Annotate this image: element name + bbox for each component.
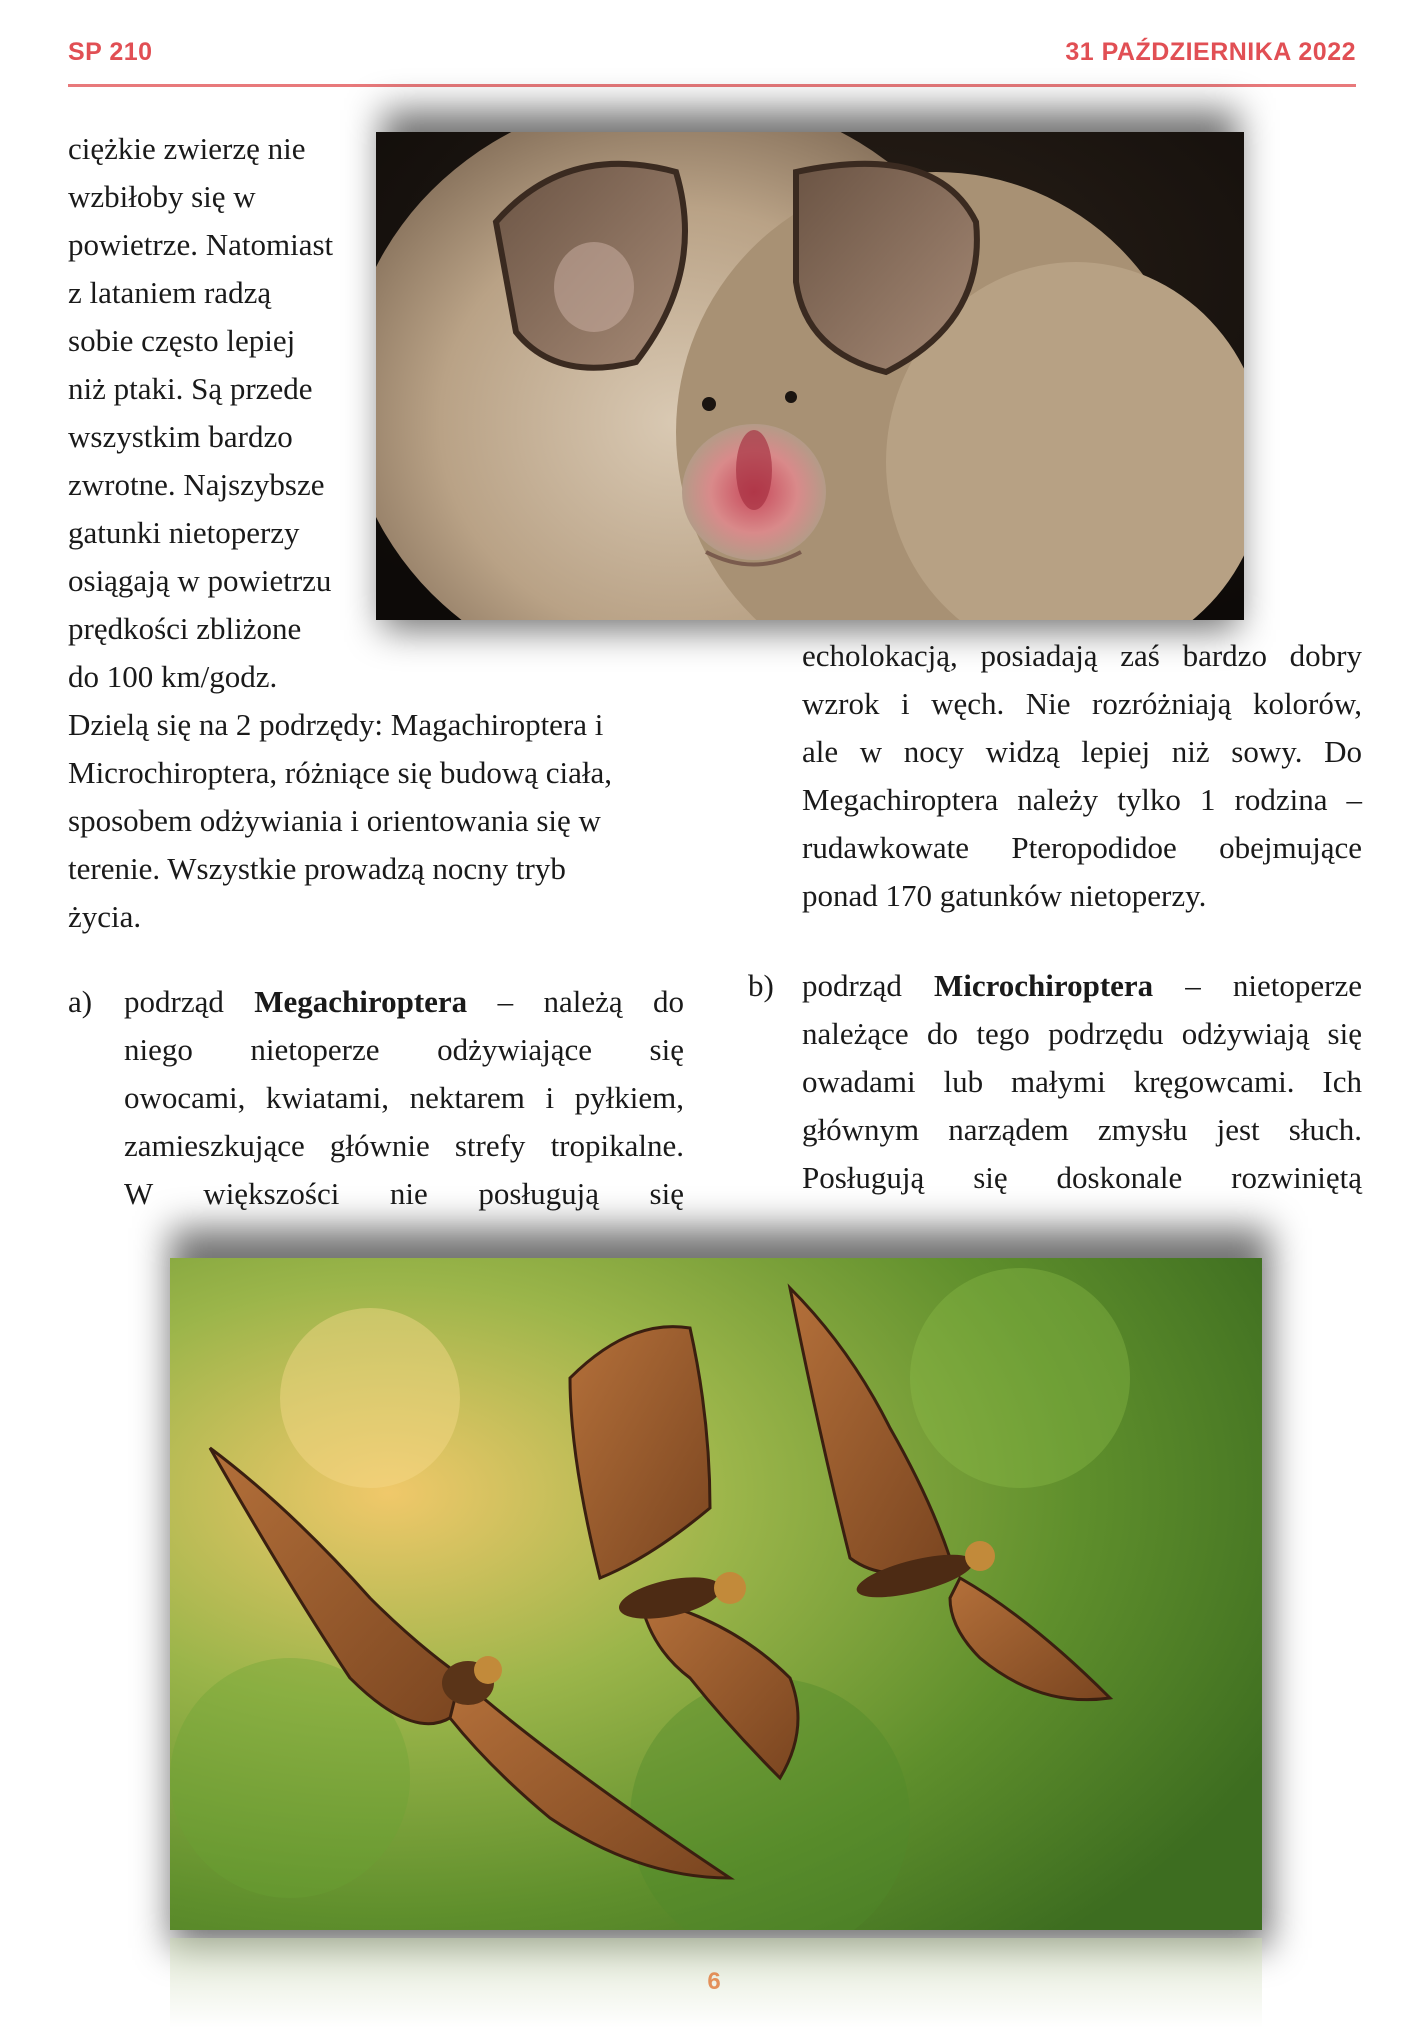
intro-paragraph: [68, 125, 688, 941]
page-header: [68, 38, 1356, 87]
text-line: ale w nocy widzą lepiej niż sowy. Do: [802, 734, 1362, 769]
text-line: wzrok i węch. Nie rozróżniają kolorów,: [802, 686, 1362, 721]
flying-bats-illustration: [170, 1258, 1262, 1930]
text-line: głównym narządem zmysłu jest słuch.: [802, 1112, 1362, 1147]
text-line: Microchiroptera, różniące się budową ciała,: [68, 755, 612, 790]
text-line: wzbiłoby się w: [68, 179, 256, 214]
text-line: gatunki nietoperzy: [68, 515, 300, 550]
text-line: owadami lub małymi kręgowcami. Ich: [802, 1064, 1362, 1099]
header-issue: SP 210: [68, 38, 153, 66]
text-line: rudawkowate Pteropodidoe obejmujące: [802, 830, 1362, 865]
text-line: z lataniem radzą: [68, 275, 272, 310]
text-line: ciężkie zwierzę nie: [68, 131, 306, 166]
right-column-paragraph: [802, 632, 1362, 920]
text-line: echolokacją, posiadają zaś bardzo dobry: [802, 638, 1362, 673]
text-line: owocami, kwiatami, nektarem i pyłkiem,: [124, 1080, 684, 1115]
flying-bats-photo: [170, 1258, 1262, 1930]
text-line: niż ptaki. Są przede: [68, 371, 313, 406]
page-number: 6: [707, 1968, 721, 1995]
text-line: Megachiroptera należy tylko 1 rodzina –: [802, 782, 1362, 817]
text-line: do 100 km/godz.: [68, 659, 278, 694]
text-line: wszystkim bardzo: [68, 419, 293, 454]
text-line: życia.: [68, 899, 142, 934]
text-line: podrząd Megachiroptera – należą do: [124, 984, 685, 1019]
text-line: zwrotne. Najszybsze: [68, 467, 325, 502]
text-line: powietrze. Natomiast: [68, 227, 334, 262]
text-line: należące do tego podrzędu odżywiają się: [802, 1016, 1362, 1051]
term-microchiroptera: Microchiroptera: [933, 968, 1154, 1003]
text-line: ponad 170 gatunków nietoperzy.: [802, 878, 1207, 913]
text-line: osiągają w powietrzu: [68, 563, 332, 598]
list-marker: a): [68, 984, 93, 1019]
text-line: sobie często lepiej: [68, 323, 296, 358]
text-line: W większości nie posługują się: [124, 1176, 684, 1211]
flying-bats-figure: [150, 1208, 1290, 2028]
text-line: Posługują się doskonale rozwiniętą: [802, 1160, 1362, 1195]
header-date: 31 PAŹDZIERNIKA 2022: [1065, 38, 1356, 66]
text-line: Dzielą się na 2 podrzędy: Magachiroptera i: [68, 707, 604, 742]
text-line: prędkości zbliżone: [68, 611, 302, 646]
text-line: niego nietoperze odżywiające się: [124, 1032, 684, 1067]
text-line: terenie. Wszystkie prowadzą nocny tryb: [68, 851, 566, 886]
term-megachiroptera: Megachiroptera: [254, 984, 468, 1019]
text-line: zamieszkujące głównie strefy tropikalne.: [124, 1128, 684, 1163]
list-marker: b): [748, 968, 774, 1003]
text-line: sposobem odżywiania i orientowania się w: [68, 803, 601, 838]
text-line: podrząd Microchiroptera – nietoperze: [802, 968, 1362, 1003]
